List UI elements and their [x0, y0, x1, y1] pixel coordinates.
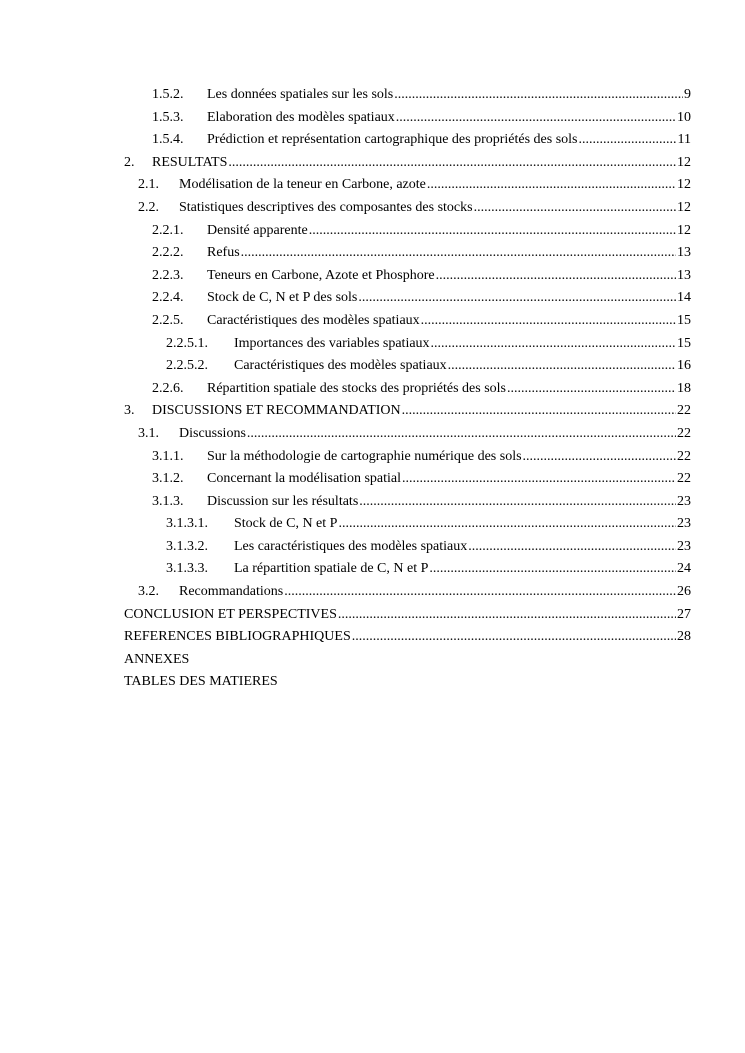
toc-entry-title: Elaboration des modèles spatiaux	[207, 109, 395, 125]
toc-entry-title: Statistiques descriptives des composantes des stocks	[179, 199, 473, 215]
toc-entry[interactable]	[0, 310, 745, 333]
toc-entry[interactable]	[0, 400, 745, 423]
toc-entry[interactable]	[0, 333, 745, 356]
table-of-contents	[0, 84, 745, 694]
toc-entry-page: 16	[677, 358, 691, 374]
toc-entry-title: ANNEXES	[124, 651, 190, 667]
toc-entry-title: Les caractéristiques des modèles spatiaux	[234, 538, 468, 554]
toc-entry-title: Discussion sur les résultats	[207, 493, 359, 509]
toc-entry-page: 15	[677, 312, 691, 328]
toc-entry-page: 22	[677, 471, 691, 487]
toc-entry-number: 2.2.1.	[152, 222, 184, 238]
toc-entry[interactable]	[0, 242, 745, 265]
toc-entry-page: 13	[677, 245, 691, 261]
toc-entry-page: 12	[677, 177, 691, 193]
toc-entry-page: 28	[677, 629, 691, 645]
toc-entry-title: Densité apparente	[207, 222, 308, 238]
toc-entry-title: Concernant la modélisation spatial	[207, 471, 402, 487]
toc-entry-number: 2.2.4.	[152, 290, 184, 306]
toc-entry-title: RESULTATS	[152, 154, 228, 170]
toc-entry[interactable]	[0, 513, 745, 536]
toc-entry-title: Répartition spatiale des stocks des propriétés des sols	[207, 380, 506, 396]
toc-entry-page: 12	[677, 222, 691, 238]
dot-leader	[523, 446, 676, 469]
toc-entry-title: Prédiction et représentation cartographique des propriétés des sols	[207, 132, 578, 148]
dot-leader	[396, 107, 676, 130]
toc-entry-page: 15	[677, 335, 691, 351]
dot-leader	[247, 423, 676, 446]
dot-leader	[338, 604, 676, 627]
toc-entry-number: 3.1.3.	[152, 493, 184, 509]
toc-entry-page: 23	[677, 516, 691, 532]
toc-entry-number: 2.	[124, 154, 135, 170]
dot-leader	[421, 310, 676, 333]
toc-entry[interactable]	[0, 152, 745, 175]
toc-entry-number: 2.2.3.	[152, 267, 184, 283]
toc-entry[interactable]	[0, 378, 745, 401]
dot-leader	[358, 287, 676, 310]
dot-leader	[436, 265, 676, 288]
toc-entry-number: 3.1.3.3.	[166, 561, 208, 577]
toc-entry-page: 27	[677, 606, 691, 622]
toc-entry-number: 1.5.3.	[152, 109, 184, 125]
toc-entry[interactable]	[0, 197, 745, 220]
toc-entry-page: 13	[677, 267, 691, 283]
toc-entry-title: La répartition spatiale de C, N et P	[234, 561, 429, 577]
dot-leader	[429, 558, 676, 581]
toc-entry-page: 22	[677, 425, 691, 441]
dot-leader	[468, 536, 676, 559]
toc-entry-number: 3.1.2.	[152, 471, 184, 487]
toc-entry-title: Teneurs en Carbone, Azote et Phosphore	[207, 267, 435, 283]
toc-entry[interactable]	[0, 107, 745, 130]
dot-leader	[284, 581, 676, 604]
toc-entry[interactable]	[0, 355, 745, 378]
toc-entry-number: 3.1.	[138, 425, 159, 441]
dot-leader	[352, 626, 676, 649]
toc-entry[interactable]	[0, 626, 745, 649]
toc-entry-page: 11	[677, 132, 691, 148]
toc-entry-number: 2.2.2.	[152, 245, 184, 261]
toc-entry-page: 24	[677, 561, 691, 577]
toc-entry-title: CONCLUSION ET PERSPECTIVES	[124, 606, 337, 622]
toc-entry-page: 14	[677, 290, 691, 306]
dot-leader	[579, 129, 677, 152]
toc-entry[interactable]	[0, 468, 745, 491]
toc-entry-number: 2.2.5.1.	[166, 335, 208, 351]
dot-leader	[338, 513, 676, 536]
toc-entry-number: 1.5.2.	[152, 87, 184, 102]
toc-entry[interactable]	[0, 649, 745, 672]
dot-leader	[427, 174, 676, 197]
toc-entry-number: 2.2.5.	[152, 312, 184, 328]
toc-entry-page: 22	[677, 403, 691, 419]
toc-entry[interactable]	[0, 129, 745, 152]
toc-entry-number: 1.5.4.	[152, 132, 184, 148]
toc-entry-number: 3.1.3.2.	[166, 538, 208, 554]
toc-entry-number: 3.2.	[138, 584, 159, 600]
toc-entry-page: 9	[684, 87, 691, 102]
dot-leader	[474, 197, 676, 220]
toc-entry-page: 23	[677, 538, 691, 554]
toc-entry[interactable]	[0, 558, 745, 581]
dot-leader	[228, 152, 676, 175]
dot-leader	[241, 242, 676, 265]
toc-entry-number: 2.2.6.	[152, 380, 184, 396]
toc-entry-title: Importances des variables spatiaux	[234, 335, 430, 351]
toc-entry-page: 26	[677, 584, 691, 600]
dot-leader	[309, 220, 676, 243]
toc-entry-title: Stock de C, N et P	[234, 516, 338, 532]
toc-entry-number: 2.1.	[138, 177, 159, 193]
dot-leader	[507, 378, 676, 401]
toc-entry-page: 12	[677, 154, 691, 170]
toc-entry-page: 18	[677, 380, 691, 396]
toc-entry-number: 2.2.5.2.	[166, 358, 208, 374]
toc-entry[interactable]	[0, 581, 745, 604]
toc-entry-title: Caractéristiques des modèles spatiaux	[234, 358, 447, 374]
toc-entry-number: 2.2.	[138, 199, 159, 215]
dot-leader	[402, 400, 676, 423]
toc-entry-number: 3.1.3.1.	[166, 516, 208, 532]
dot-leader	[448, 355, 676, 378]
toc-entry-title: Stock de C, N et P des sols	[207, 290, 358, 306]
toc-entry[interactable]	[0, 220, 745, 243]
toc-entry-title: Discussions	[179, 425, 246, 441]
toc-entry-title: Caractéristiques des modèles spatiaux	[207, 312, 420, 328]
dot-leader	[431, 333, 676, 356]
toc-entry-title: TABLES DES MATIERES	[124, 674, 278, 690]
toc-entry-title: Modélisation de la teneur en Carbone, azote	[179, 177, 426, 193]
toc-entry-title: Les données spatiales sur les sols	[207, 87, 394, 102]
toc-entry-title: Sur la méthodologie de cartographie numérique des sols	[207, 448, 522, 464]
toc-entry[interactable]	[0, 265, 745, 288]
toc-entry[interactable]	[0, 174, 745, 197]
toc-entry[interactable]	[0, 671, 745, 694]
toc-entry-title: DISCUSSIONS ET RECOMMANDATION	[152, 403, 401, 419]
toc-entry-title: Recommandations	[179, 584, 284, 600]
dot-leader	[402, 468, 676, 491]
toc-entry-number: 3.1.1.	[152, 448, 184, 464]
toc-entry-page: 22	[677, 448, 691, 464]
toc-entry[interactable]	[0, 446, 745, 469]
toc-entry[interactable]	[0, 423, 745, 446]
toc-entry-page: 10	[677, 109, 691, 125]
toc-entry[interactable]	[0, 287, 745, 310]
toc-entry-title: REFERENCES BIBLIOGRAPHIQUES	[124, 629, 351, 645]
dot-leader	[394, 84, 683, 107]
toc-entry-page: 23	[677, 493, 691, 509]
toc-entry-number: 3.	[124, 403, 135, 419]
toc-entry[interactable]	[0, 604, 745, 627]
toc-entry-title: Refus	[207, 245, 240, 261]
toc-entry-page: 12	[677, 199, 691, 215]
toc-entry[interactable]	[0, 491, 745, 514]
toc-entry[interactable]	[0, 536, 745, 559]
dot-leader	[359, 491, 676, 514]
toc-entry[interactable]	[0, 84, 745, 107]
